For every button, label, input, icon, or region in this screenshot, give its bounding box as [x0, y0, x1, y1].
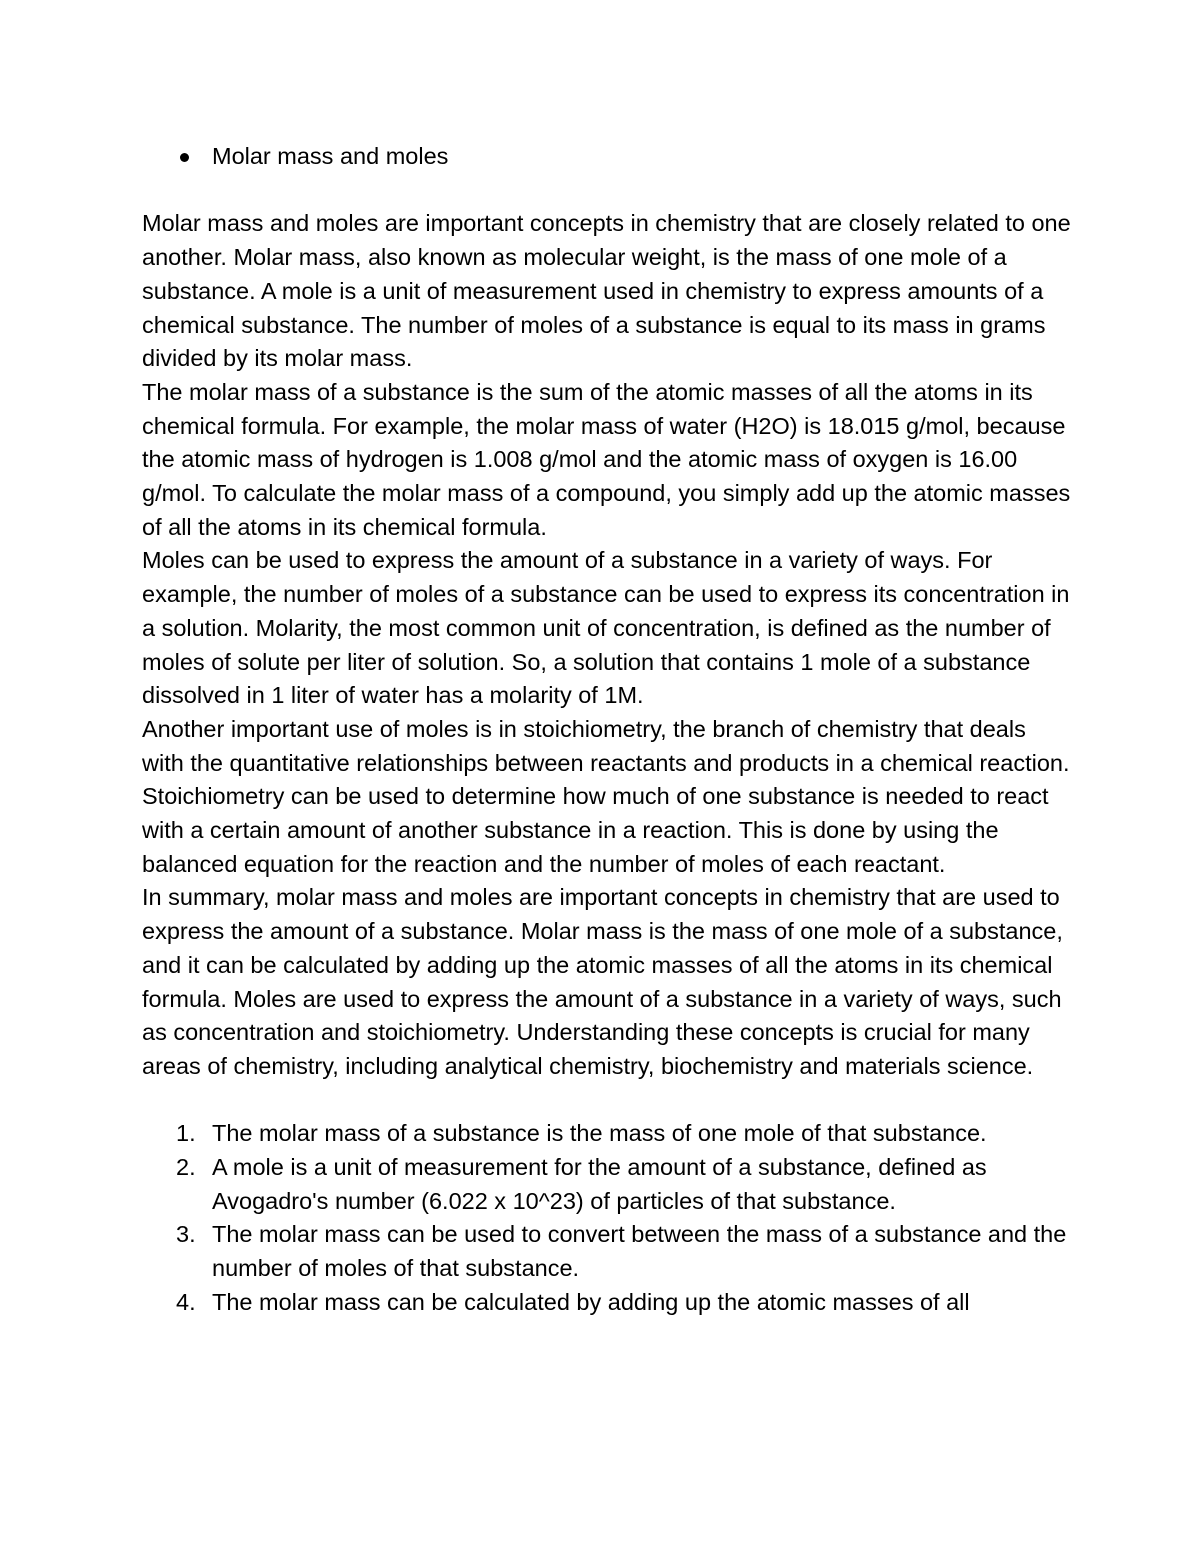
- bullet-dot-icon: [180, 153, 189, 162]
- list-item: [142, 1286, 1072, 1320]
- list-marker: 2.: [176, 1154, 196, 1181]
- paragraph-molar-mass: The molar mass of a substance is the sum of the atomic masses of all the atoms in its chemical formula. For example, the molar mass of water (H2O) is 18.015 g/mol, because the atomic mass of hydrogen is 1.008 g/mol and the atomic mass of oxygen is 16.00 g/mol. To calculate the molar mass of a compound, you simply add up the atomic masses of all the atoms in its chemical formula.: [142, 378, 1071, 540]
- list-marker: 1.: [176, 1120, 196, 1147]
- numbered-list: [142, 1117, 1072, 1319]
- bullet-list: [142, 140, 1072, 174]
- paragraph-moles-usage: Moles can be used to express the amount of a substance in a variety of ways. For example, the number of moles of a substance can be used to express its concentration in a solution. Molarity, the most common unit of concentration, is defined as the number of moles of solute per liter of solution. So, a solution that contains 1 mole of a substance dissolved in 1 liter of water has a molarity of 1M.: [142, 547, 1070, 709]
- bullet-item: [142, 140, 1072, 174]
- list-item-text: The molar mass can be calculated by adding up the atomic masses of all: [212, 1288, 970, 1315]
- list-marker: 3.: [176, 1221, 196, 1248]
- list-item-text: The molar mass of a substance is the mass of one mole of that substance.: [212, 1120, 987, 1147]
- blank-line: [142, 1084, 1072, 1118]
- list-marker: 4.: [176, 1288, 196, 1315]
- document-body: [142, 140, 1072, 1320]
- paragraph-stoichiometry: Another important use of moles is in stoichiometry, the branch of chemistry that deals with the quantitative relationships between reactants and products in a chemical reaction. Stoichiometry can be used to determine how much of one substance is needed to react with a certain amount of another substance in a reaction. This is done by using the balanced equation for the reaction and the number of moles of each reactant.: [142, 715, 1070, 877]
- list-item: [142, 1151, 1072, 1218]
- list-item: [142, 1117, 1072, 1151]
- list-item-text: A mole is a unit of measurement for the amount of a substance, defined as Avogadro's number (6.022 x 10^23) of particles of that substance.: [212, 1154, 987, 1214]
- list-item-text: The molar mass can be used to convert between the mass of a substance and the number of moles of that substance.: [212, 1221, 1067, 1282]
- blank-line: [142, 174, 1072, 208]
- paragraph-summary: In summary, molar mass and moles are important concepts in chemistry that are used to express the amount of a substance. Molar mass is the mass of one mole of a substance, and it can be calculated by adding up the atomic masses of all the atoms in its chemical formula. Moles are used to express the amount of a substance in a variety of ways, such as concentration and stoichiometry. Understanding these concepts is crucial for many areas of chemistry, including analytical chemistry, biochemistry and materials science.: [142, 884, 1063, 1079]
- paragraph-intro: Molar mass and moles are important concepts in chemistry that are closely related to one another. Molar mass, also known as molecular weight, is the mass of one mole of a substance. A mole is a unit of measurement used in chemistry to express amounts of a chemical substance. The number of moles of a substance is equal to its mass in grams divided by its molar mass.: [142, 210, 1071, 372]
- list-item: [142, 1218, 1072, 1285]
- section-heading: Molar mass and moles: [212, 143, 449, 169]
